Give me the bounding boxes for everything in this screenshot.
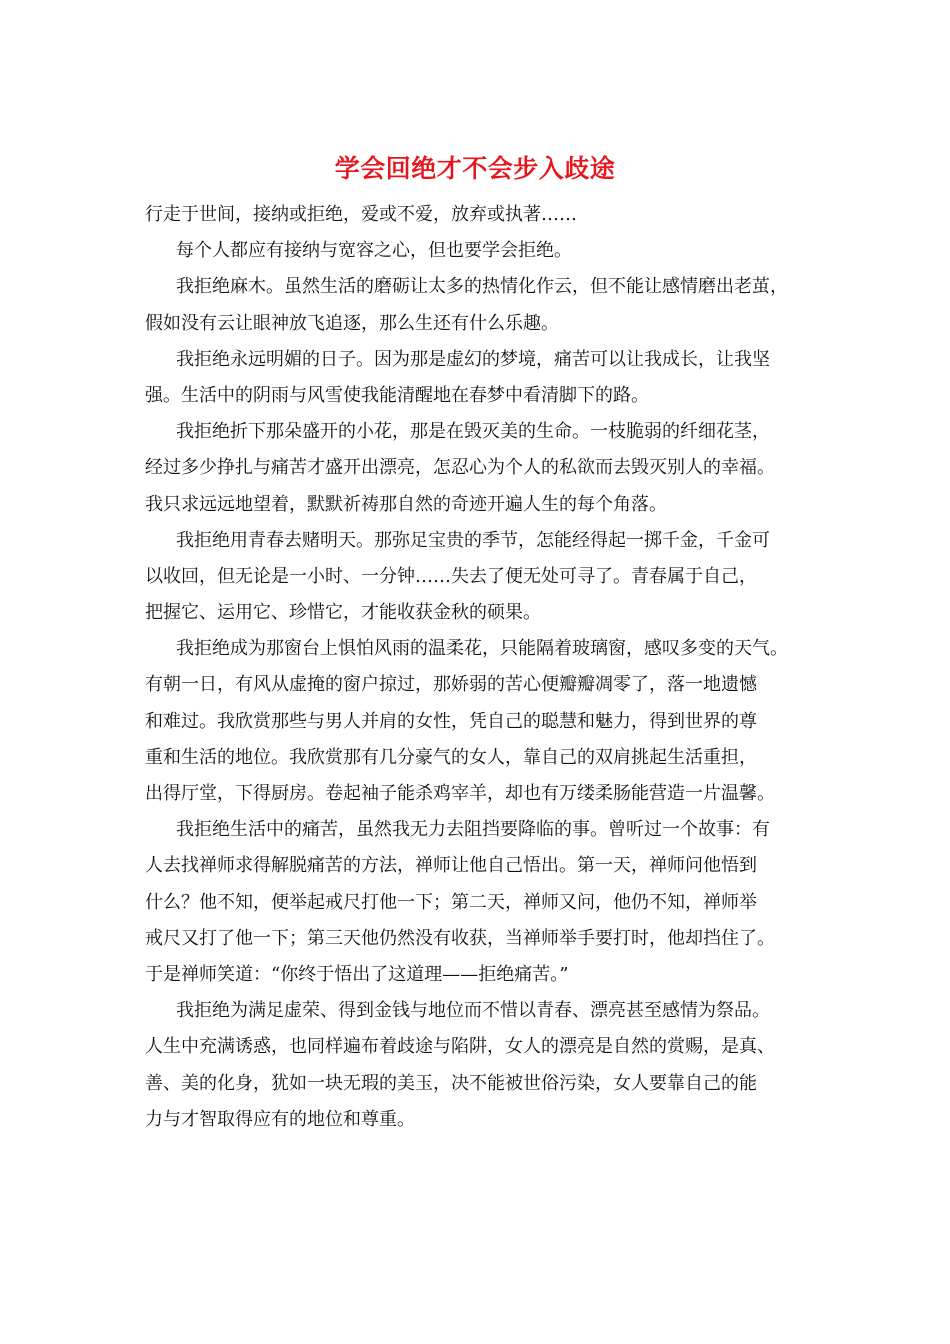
text-line: 我拒绝用青春去赌明天。那弥足宝贵的季节，怎能经得起一掷千金，千金可 — [176, 529, 770, 551]
document-body — [145, 197, 825, 1138]
text-line: 强。生活中的阴雨与风雪使我能清醒地在春梦中看清脚下的路。 — [145, 384, 649, 406]
text-line: 什么？他不知，便举起戒尺打他一下；第二天，禅师又问，他仍不知，禅师举 — [145, 891, 757, 913]
text-line: 每个人都应有接纳与宽容之心，但也要学会拒绝。 — [176, 240, 572, 262]
text-line: 我拒绝成为那窗台上惧怕风雨的温柔花，只能隔着玻璃窗，感叹多变的天气。 — [176, 638, 788, 660]
text-line: 行走于世间，接纳或拒绝，爱或不爱，放弃或执著…… — [145, 204, 577, 225]
text-line: 我拒绝折下那朵盛开的小花，那是在毁灭美的生命。一枝脆弱的纤细花茎， — [176, 421, 770, 443]
text-line: 有朝一日，有风从虚掩的窗户掠过，那娇弱的苦心便瓣瓣凋零了，落一地遗憾 — [145, 674, 757, 696]
text-line: 戒尺又打了他一下；第三天他仍然没有收获，当禅师举手要打时，他却挡住了。 — [145, 927, 775, 949]
text-line: 力与才智取得应有的地位和尊重。 — [145, 1108, 415, 1130]
text-line: 出得厅堂，下得厨房。卷起袖子能杀鸡宰羊，却也有万缕柔肠能营造一片温馨。 — [145, 783, 775, 804]
text-line: 和难过。我欣赏那些与男人并肩的女性，凭自己的聪慧和魅力，得到世界的尊 — [145, 710, 757, 732]
text-line: 假如没有云让眼神放飞追逐，那么生还有什么乐趣。 — [145, 312, 559, 334]
document-title: 学会回绝才不会步入歧途 — [334, 154, 616, 183]
text-line: 经过多少挣扎与痛苦才盛开出漂亮，怎忍心为个人的私欲而去毁灭别人的幸福。 — [145, 457, 775, 479]
text-line: 人生中充满诱惑，也同样遍布着歧途与陷阱，女人的漂亮是自然的赏赐，是真、 — [145, 1036, 775, 1058]
text-line: 以收回，但无论是一小时、一分钟……失去了便无处可寻了。青春属于自己， — [145, 565, 757, 587]
text-line: 人去找禅师求得解脱痛苦的方法，禅师让他自己悟出。第一天，禅师问他悟到 — [145, 855, 757, 877]
text-line: 重和生活的地位。我欣赏那有几分豪气的女人，靠自己的双肩挑起生活重担， — [145, 746, 757, 768]
text-line: 我拒绝麻木。虽然生活的磨砺让太多的热情化作云，但不能让感情磨出老茧， — [176, 276, 788, 298]
text-line: 我拒绝生活中的痛苦，虽然我无力去阻挡要降临的事。曾听过一个故事：有 — [176, 819, 770, 841]
text-line: 我拒绝永远明媚的日子。因为那是虚幻的梦境，痛苦可以让我成长，让我坚 — [176, 348, 770, 370]
text-line: 善、美的化身，犹如一块无瑕的美玉，决不能被世俗污染，女人要靠自己的能 — [145, 1072, 757, 1094]
text-line: 我只求远远地望着，默默祈祷那自然的奇迹开遍人生的每个角落。 — [145, 493, 667, 515]
text-line: 于是禅师笑道：“你终于悟出了这道理——拒绝痛苦。” — [145, 963, 569, 985]
text-line: 我拒绝为满足虚荣、得到金钱与地位而不惜以青春、漂亮甚至感情为祭品。 — [176, 1000, 770, 1022]
text-line: 把握它、运用它、珍惜它，才能收获金秋的硕果。 — [145, 602, 541, 624]
